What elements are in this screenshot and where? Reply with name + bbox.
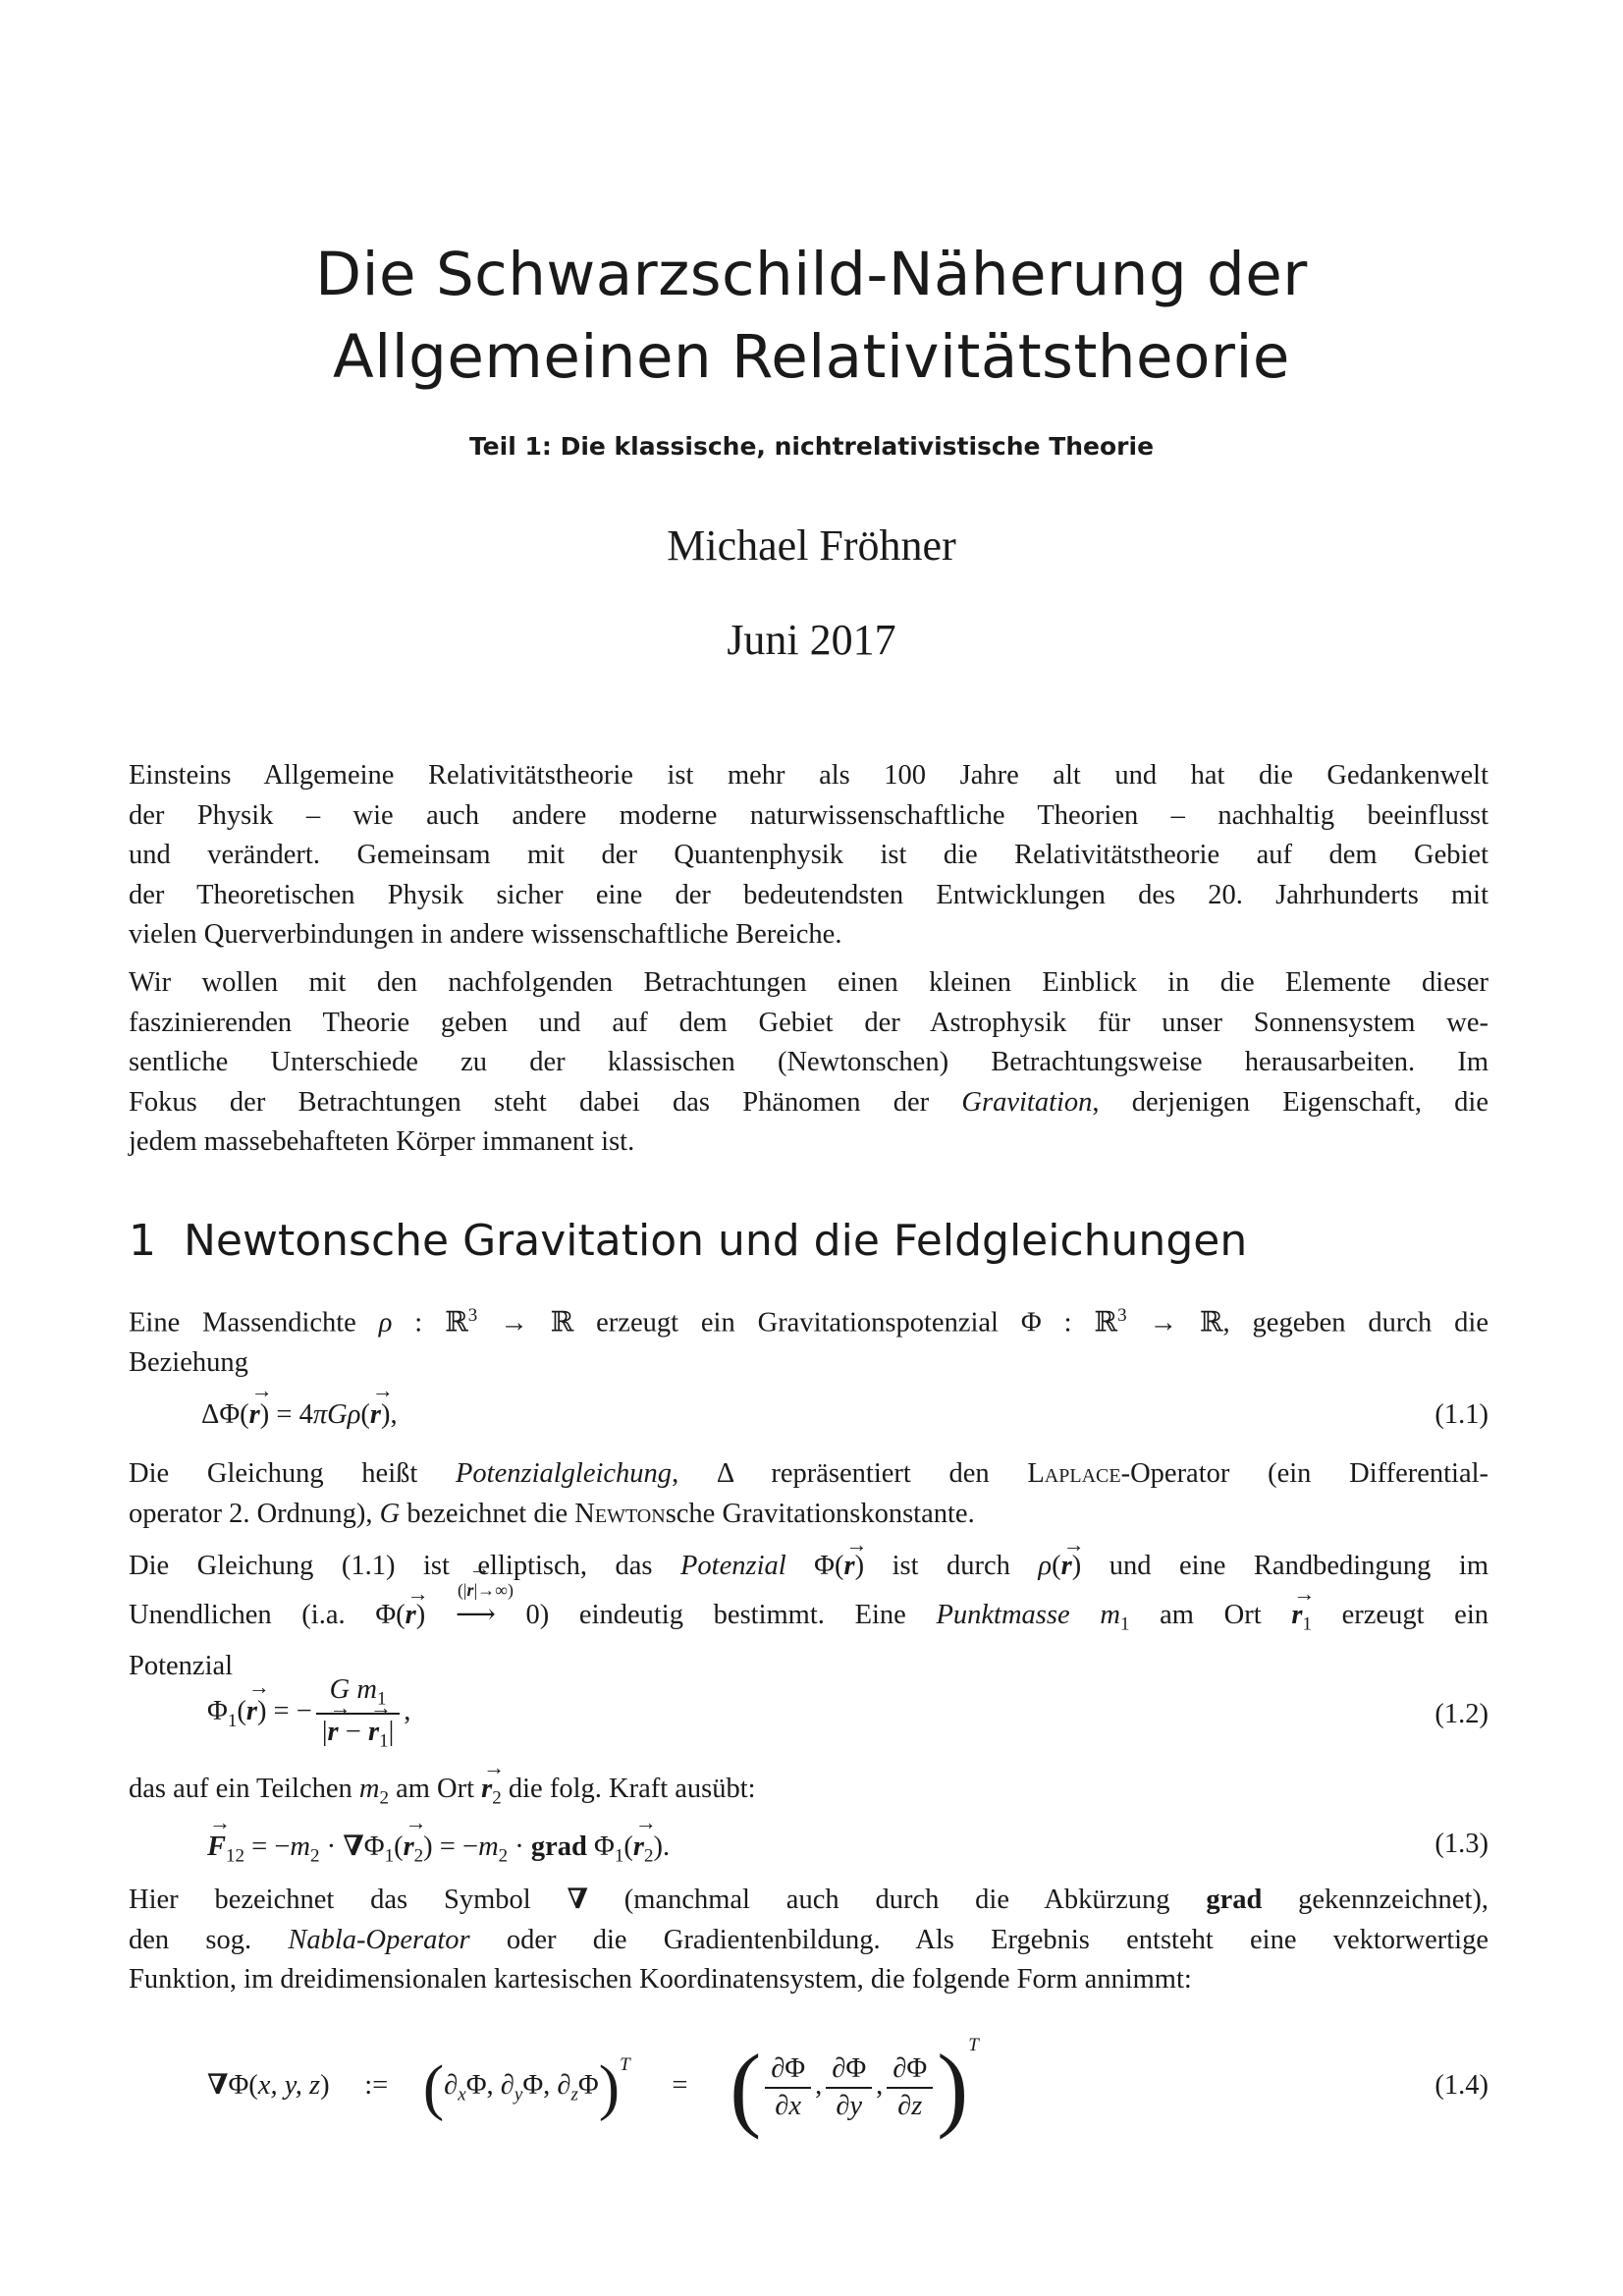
text-run: sche Gravitationskonstante.: [665, 1498, 975, 1529]
paper-title: [0, 234, 1623, 399]
equation-1-2: [129, 1674, 1488, 1763]
paper-subtitle: Teil 1: Die klassische, nichtrelativistische Theorie: [468, 432, 1155, 461]
text-line: vielen Querverbindungen in andere wissenschaftliche Bereiche.: [129, 919, 842, 950]
text-line: und verändert. Gemeinsam mit der Quantenphysik ist die Relativitätstheorie auf dem Gebiet: [129, 840, 1488, 870]
text-run: erzeugt ein: [1311, 1600, 1489, 1630]
text-line: jedem massebehafteten Körper immanent ist.: [129, 1126, 635, 1157]
equation-number: (1.3): [1434, 1829, 1488, 1859]
nabla-paragraph: [129, 1881, 1488, 2000]
text-run: Fokus der Betrachtungen steht dabei das Phänomen der: [129, 1086, 962, 1118]
text-run: ist durch: [864, 1551, 1039, 1581]
text-run: oder die Gradientenbildung. Als Ergebnis entsteht eine vektorwertige: [469, 1924, 1488, 1955]
text-run: (manchmal auch durch die Abkürzung: [587, 1885, 1207, 1915]
text-line: Die Gleichung (1.1) ist elliptisch, das Potenzial Φ(→ r) ist durch ρ(→ r) und eine Randbedingung im: [129, 1542, 1488, 1591]
section-heading: [129, 1216, 1247, 1266]
text-run: , Δ repräsentiert den: [672, 1458, 1028, 1489]
text-line: [129, 1454, 1488, 1495]
equation-number: (1.2): [1434, 1699, 1488, 1729]
text-run: Hier bezeichnet das Symbol: [129, 1885, 568, 1915]
equation-body: → $F_{12} = -m_2 \cdot \nabla\Phi_1(\to r_2) = -m_2$ · grad $\Phi_1(\to r_2)$.: [207, 1829, 670, 1868]
emphasis: Gravitation: [961, 1086, 1093, 1118]
text-line: das auf ein Teilchen $m_2$ am Ort → $r_2$ die folg. Kraft ausübt:: [129, 1770, 1488, 1819]
elliptic-paragraph: [129, 1542, 1488, 1683]
section-number: 1: [129, 1216, 156, 1266]
force-paragraph: [129, 1770, 1488, 1819]
equation-body: ∇Φ(x, y, z) := ($\partial_x\Phi$, $\partial_y\Phi$, $\partial_z\Phi)^T$ = ( $\frac{\partial\Phi}{\partial x}$ , $\frac{\partial\Phi}{\partial y}$ , $\frac{\partial\Phi}{\partial z}$ )$^T$: [207, 2035, 979, 2140]
emphasis: Potenzial: [680, 1551, 786, 1581]
intro-paragraph: [129, 1296, 1488, 1384]
small-caps-name: Laplace: [1027, 1458, 1121, 1489]
text-run: Eine Massendichte: [129, 1307, 379, 1339]
emphasis: Punktmasse: [936, 1600, 1070, 1630]
text-run: operator 2. Ordnung),: [129, 1498, 380, 1529]
text-run: Die Gleichung (1.1) ist elliptisch, das: [129, 1551, 681, 1581]
text-line: der Physik – wie auch andere moderne naturwissenschaftliche Theorien – nachhaltig beeinflusst: [129, 799, 1488, 831]
text-line: Potenzial: [129, 1650, 234, 1681]
text-run: Unendlichen (i.a.: [129, 1600, 376, 1630]
text-line: Hier bezeichnet das Symbol ∇ (manchmal auch durch die Abkürzung grad gekennzeichnet),: [129, 1885, 1488, 1915]
text-run: , gegeben durch die: [1222, 1307, 1488, 1339]
text-line: [129, 1921, 1488, 1961]
publication-date: Juni 2017: [727, 616, 896, 664]
text-line: faszinierenden Theorie geben und auf dem Gebiet der Astrophysik für unser Sonnensystem we-: [129, 1007, 1488, 1038]
text-line: Unendlichen (i.a. Φ(→ r) (|→ r|→∞) ⟶ 0) eindeutig bestimmt. Eine Punktmasse $m_1$ am Ort → $r_1$ erzeugt ein: [129, 1591, 1488, 1650]
text-line: Eine Massendichte ρ : ℝ$^3$ → ℝ erzeugt ein Gravitationspotenzial Φ : ℝ$^3$ → ℝ, gegeben durch die: [129, 1305, 1488, 1339]
text-line: Funktion, im dreidimensionalen kartesischen Koordinatensystem, die folgende Form annimmt:: [129, 1964, 1192, 1995]
abstract-paragraph-1: [129, 756, 1488, 956]
section-title: Newtonsche Gravitation und die Feldgleichungen: [184, 1216, 1248, 1266]
text-run: den sog.: [129, 1924, 289, 1955]
equation-1-3: [129, 1829, 1488, 1868]
text-line: operator 2. Ordnung), G bezeichnet die Newtonsche Gravitationskonstante.: [129, 1498, 975, 1529]
text-run: 0) eindeutig bestimmt. Eine: [495, 1600, 937, 1630]
bold-term: grad: [1206, 1885, 1263, 1915]
equation-1-1: [129, 1399, 1488, 1439]
equation-body: ΔΦ(→ r) = 4πGρ(→ r),: [201, 1399, 398, 1431]
text-run: gekennzeichnet),: [1262, 1885, 1488, 1915]
text-line: der Theoretischen Physik sicher eine der bedeutendsten Entwicklungen des 20. Jahrhunderts mit: [129, 879, 1488, 910]
text-run: bezeichnet die: [400, 1498, 575, 1529]
text-run: Die Gleichung heißt: [129, 1458, 457, 1489]
text-line: Beziehung: [129, 1347, 248, 1378]
text-line: sentliche Unterschiede zu der klassischen (Newtonschen) Betrachtungsweise herausarbeiten. Im: [129, 1047, 1488, 1077]
small-caps-name: Newton: [574, 1498, 666, 1529]
potential-equation-paragraph: [129, 1454, 1488, 1534]
text-run: -Operator (ein Differential-: [1120, 1458, 1489, 1489]
text-run: am Ort: [388, 1774, 482, 1804]
text-run: , derjenigen Eigenschaft, die: [1092, 1086, 1489, 1118]
emphasis: Nabla-Operator: [288, 1924, 470, 1955]
text-run: das auf ein Teilchen: [129, 1774, 359, 1804]
text-run: und eine Randbedingung im: [1081, 1551, 1488, 1581]
text-run: am Ort: [1129, 1600, 1292, 1630]
emphasis: Potenzialgleichung: [456, 1458, 673, 1489]
text-run: die folg. Kraft ausübt:: [501, 1774, 756, 1804]
text-line: Einsteins Allgemeine Relativitätstheorie ist mehr als 100 Jahre alt und hat die Gedankenwelt: [129, 760, 1488, 791]
title-line-2: Allgemeinen Relativitätstheorie: [333, 322, 1290, 392]
equation-number: (1.4): [1434, 2070, 1488, 2101]
equation-number: (1.1): [1434, 1399, 1488, 1430]
text-run: erzeugt ein Gravitationspotenzial: [573, 1307, 1021, 1339]
text-line: Wir wollen mit den nachfolgenden Betrachtungen einen kleinen Einblick in die Elemente dieser: [129, 967, 1488, 998]
equation-body: $\Phi_1(\to r)$ = − $\frac{G m_1}{|\to r - \to r_1|}$ ,: [207, 1674, 410, 1752]
title-line-1: Die Schwarzschild-Näherung der: [315, 240, 1308, 309]
text-line: [129, 1083, 1488, 1123]
abstract-paragraph-2: [129, 963, 1488, 1163]
equation-1-4: [129, 2033, 1488, 2141]
author-name: Michael Fröhner: [667, 521, 956, 570]
